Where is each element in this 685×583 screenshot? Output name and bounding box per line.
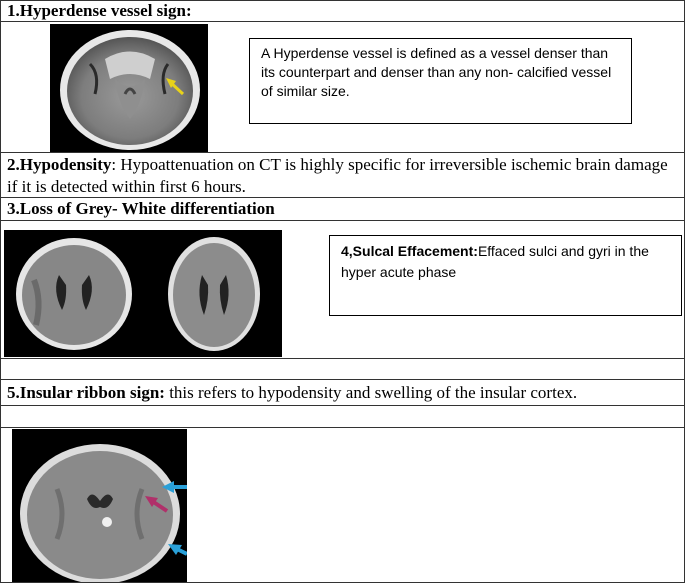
definition-line-2: its counterpart and denser than any non- calcified vessel	[261, 64, 612, 80]
sulcal-text: Effaced sulci and gyri in the	[477, 243, 649, 259]
row-border	[0, 152, 685, 153]
section-2-title: 2.Hypodensity	[7, 155, 112, 174]
section-1-title: 1.Hyperdense vessel sign:	[7, 1, 192, 20]
ct-scan-grey-white-pair	[4, 230, 282, 357]
row-border	[0, 427, 685, 428]
ct-scan-4-graphic	[12, 429, 187, 582]
sulcal-title: 4,Sulcal Effacement:	[341, 243, 478, 259]
row-border	[0, 358, 685, 359]
section-2-line-1	[7, 155, 668, 175]
section-5-line	[7, 383, 577, 403]
row-border	[0, 197, 685, 198]
row-border	[0, 220, 685, 221]
sulcal-line-1	[341, 241, 649, 262]
ct-scan-1-graphic	[50, 24, 208, 152]
row-border	[0, 405, 685, 406]
definition-line-1: A Hyperdense vessel is defined as a vessel denser than	[261, 45, 609, 61]
ct-scan-pair-graphic	[4, 230, 282, 357]
ct-scan-hyperdense-vessel	[50, 24, 208, 152]
definition-line-3: of similar size.	[261, 83, 350, 99]
section-2-line-2: if it is detected within first 6 hours.	[7, 177, 246, 196]
ct-scan-insular-ribbon	[12, 429, 187, 582]
row-border	[0, 379, 685, 380]
sulcal-effacement-box	[329, 235, 682, 316]
sulcal-line-2: hyper acute phase	[341, 264, 457, 280]
row-border	[0, 21, 685, 22]
section-5-title: 5.Insular ribbon sign:	[7, 383, 165, 402]
section-3-title: 3.Loss of Grey- White differentiation	[7, 199, 275, 218]
table-left-border	[0, 0, 1, 583]
hyperdense-vessel-definition-box	[249, 38, 632, 124]
section-5-text: this refers to hypodensity and swelling of the insular cortex.	[164, 383, 578, 402]
section-2-text: : Hypoattenuation on CT is highly specific for irreversible ischemic brain damage	[111, 155, 668, 174]
